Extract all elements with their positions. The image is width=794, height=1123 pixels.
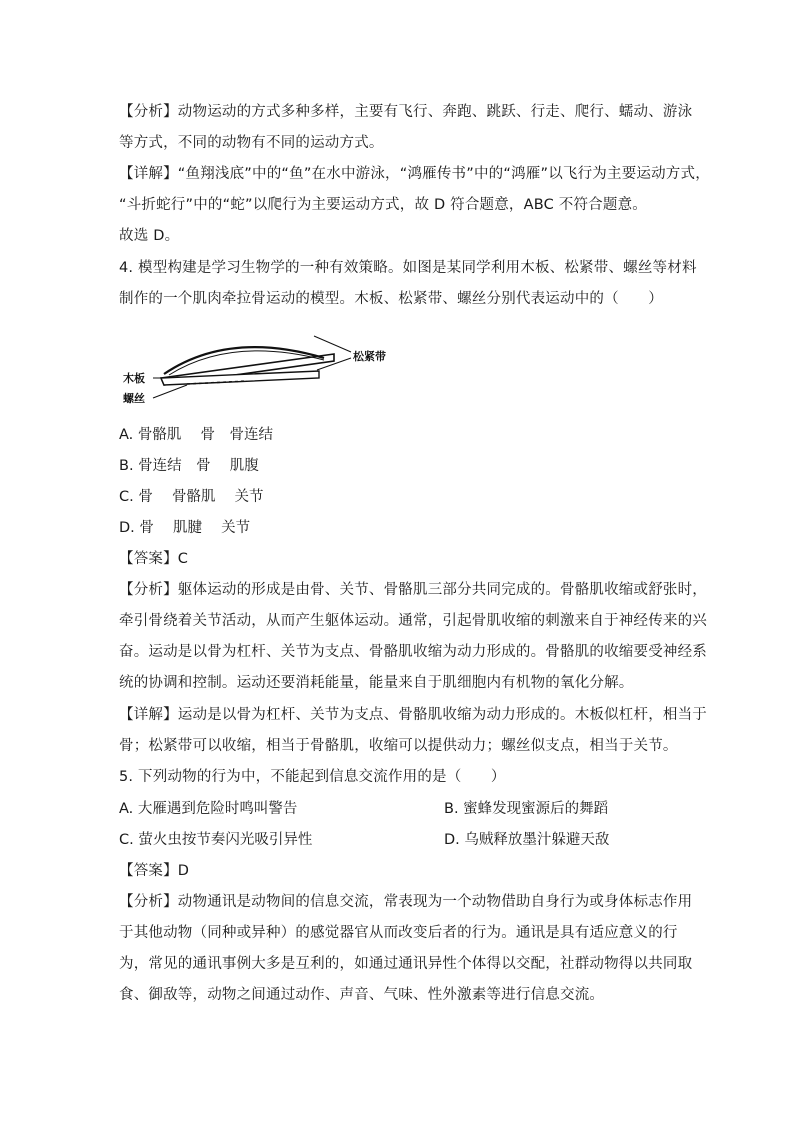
q5-option-b: B. 蜜蜂发现蜜源后的舞蹈 — [444, 801, 609, 817]
q5-analysis-line-4: 食、御敌等，动物之间通过动作、声音、气味、性外激素等进行信息交流。 — [119, 987, 605, 1003]
detail-line-1: 【详解】“鱼翔浅底”中的“鱼”在水中游泳，“鸿雁传书”中的“鸿雁”以飞行为主要运动方式， — [119, 166, 710, 182]
q4-detail-line-2: 骨；松紧带可以收缩，相当于骨骼肌，收缩可以提供动力；螺丝似支点，相当于关节。 — [119, 738, 678, 754]
q5-analysis-line-3: 为，常见的通讯事例大多是互利的，如通过通讯异性个体得以交配，社群动物得以共同取 — [119, 956, 693, 972]
q4-option-c: C. 骨 骨骼肌 关节 — [119, 489, 264, 505]
q4-option-a: A. 骨骼肌 骨 骨连结 — [119, 427, 273, 443]
q4-analysis-line-1: 【分析】躯体运动的形成是由骨、关节、骨骼肌三部分共同完成的。骨骼肌收缩或舒张时， — [119, 582, 707, 598]
label-band: 松紧带 — [353, 350, 386, 363]
q5-answer: 【答案】D — [119, 863, 190, 879]
q5-option-d: D. 乌贼释放墨汁躲避天敌 — [444, 832, 610, 848]
q5-analysis-line-2: 于其他动物（同种或异种）的感觉器官从而改变后者的行为。通讯是具有适应意义的行 — [119, 925, 678, 941]
q4-stem-line-1: 4. 模型构建是学习生物学的一种有效策略。如图是某同学利用木板、松紧带、螺丝等材料 — [119, 260, 697, 276]
q5-option-c: C. 萤火虫按节奏闪光吸引异性 — [119, 832, 313, 848]
q4-option-b: B. 骨连结 骨 肌腹 — [119, 458, 259, 474]
q5-analysis-line-1: 【分析】动物通讯是动物间的信息交流，常表现为一个动物借助自身行为或身体标志作用 — [119, 894, 693, 910]
q5-option-a: A. 大雁遇到危险时鸣叫警告 — [119, 801, 298, 817]
q4-answer: 【答案】C — [119, 551, 189, 567]
analysis-line-2: 等方式，不同的动物有不同的运动方式。 — [119, 135, 384, 151]
label-screw: 螺丝 — [123, 392, 145, 405]
q4-analysis-line-3: 奋。运动是以骨为杠杆、关节为支点、骨骼肌收缩为动力形成的。骨骼肌的收缩要受神经系 — [119, 644, 707, 660]
q4-analysis-line-2: 牵引骨绕着关节活动，从而产生躯体运动。通常，引起骨肌收缩的刺激来自于神经传来的兴 — [119, 613, 707, 629]
q4-option-d: D. 骨 肌腱 关节 — [119, 520, 251, 536]
q4-detail-line-1: 【详解】运动是以骨为杠杆、关节为支点、骨骼肌收缩为动力形成的。木板似杠杆，相当于 — [119, 707, 707, 723]
muscle-model-figure — [119, 328, 389, 408]
q4-analysis-line-4: 统的协调和控制。运动还要消耗能量，能量来自于肌细胞内有机物的氧化分解。 — [119, 675, 634, 691]
answer-choice-line: 故选 D。 — [119, 228, 180, 244]
detail-line-2: “斗折蛇行”中的“蛇”以爬行为主要运动方式，故 D 符合题意，ABC 不符合题意。 — [119, 197, 647, 213]
q5-stem: 5. 下列动物的行为中，不能起到信息交流作用的是（ ） — [119, 769, 506, 785]
analysis-line-1: 【分析】动物运动的方式多种多样，主要有飞行、奔跑、跳跃、行走、爬行、蠕动、游泳 — [119, 104, 693, 120]
label-board: 木板 — [123, 372, 145, 385]
q4-stem-line-2: 制作的一个肌肉牵拉骨运动的模型。木板、松紧带、螺丝分别代表运动中的（ ） — [119, 291, 663, 307]
